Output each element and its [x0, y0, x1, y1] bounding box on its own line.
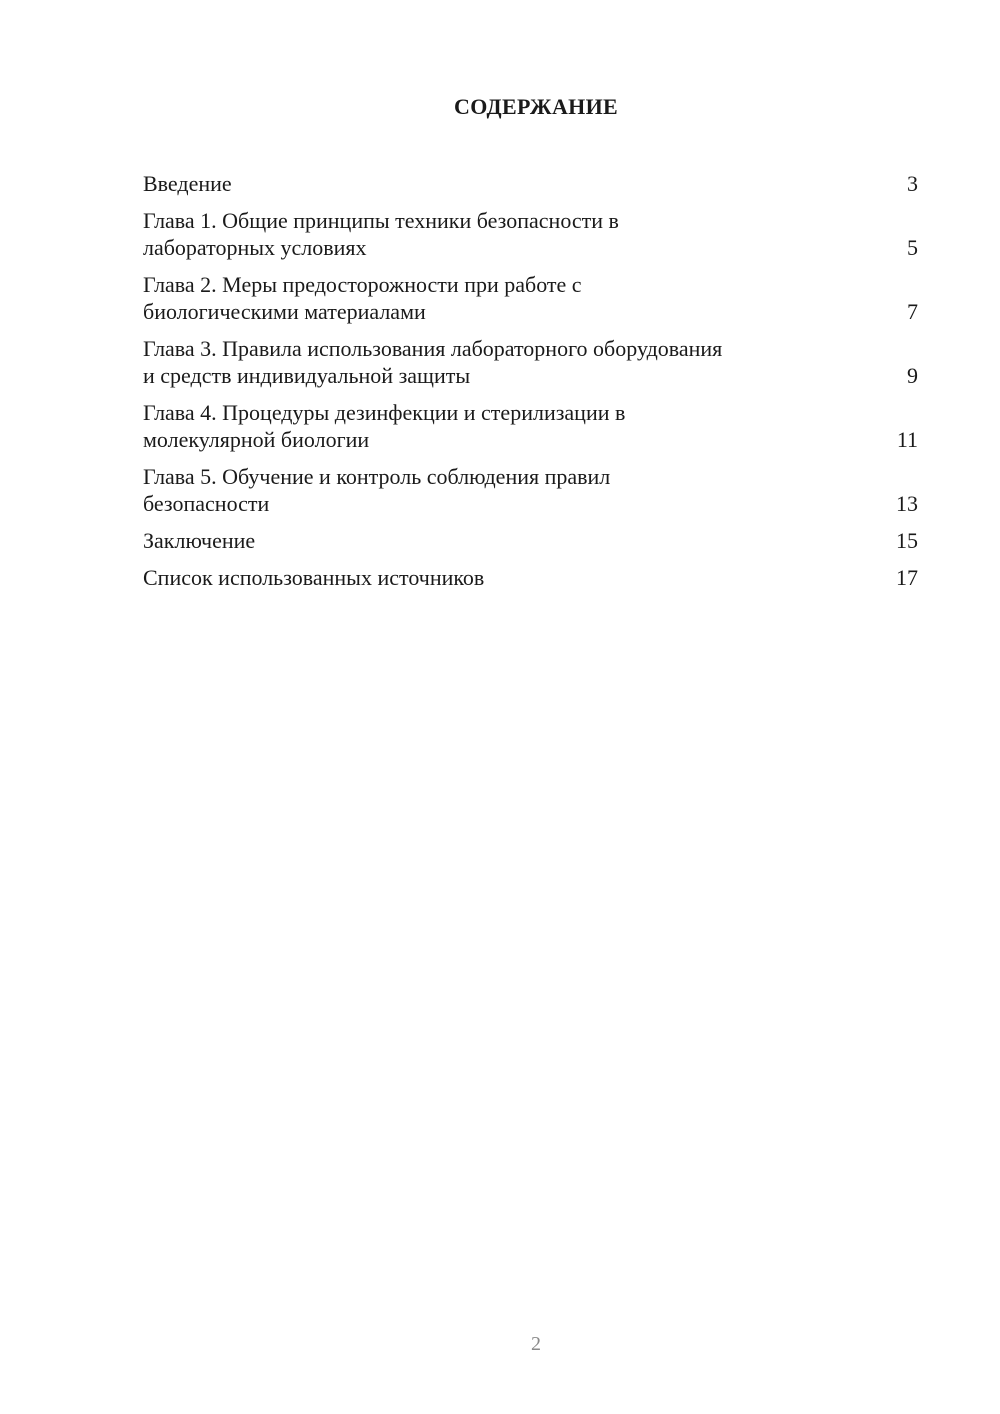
toc-item-text: Глава 1. Общие принципы техники безопасности в лабораторных условиях	[143, 208, 619, 260]
toc-item-page: 7	[907, 299, 918, 324]
toc-item-conclusion	[143, 527, 918, 554]
toc-item-page: 9	[907, 363, 918, 388]
toc-item-introduction	[143, 170, 918, 197]
page-title: СОДЕРЖАНИЕ	[454, 94, 618, 119]
toc-item-references	[143, 564, 918, 591]
page-number: 2	[531, 1333, 541, 1355]
toc-item-text: Введение	[143, 171, 232, 196]
toc-item-chapter-5	[143, 463, 918, 517]
toc-item-text: Глава 5. Обучение и контроль соблюдения правил безопасности	[143, 464, 611, 516]
toc-item-page: 17	[896, 565, 918, 590]
toc-item-page: 13	[896, 491, 918, 516]
toc-item-chapter-1	[143, 207, 918, 261]
toc-item-text: Заключение	[143, 528, 256, 553]
toc-item-chapter-4	[143, 399, 918, 453]
toc-item-chapter-3	[143, 335, 918, 389]
toc-item-page: 3	[907, 171, 918, 196]
toc-item-text: Глава 2. Меры предосторожности при работе с биологическими материалами	[143, 272, 582, 324]
toc-item-page: 11	[896, 427, 918, 452]
table-of-contents	[143, 170, 918, 601]
toc-item-text: Список использованных источников	[143, 565, 485, 590]
toc-item-text: Глава 4. Процедуры дезинфекции и стерилизации в молекулярной биологии	[143, 400, 626, 452]
toc-item-chapter-2	[143, 271, 918, 325]
toc-item-page: 5	[907, 235, 918, 260]
toc-item-page: 15	[896, 528, 918, 553]
toc-item-text: Глава 3. Правила использования лабораторного оборудования и средств индивидуальной защиты	[143, 336, 723, 388]
